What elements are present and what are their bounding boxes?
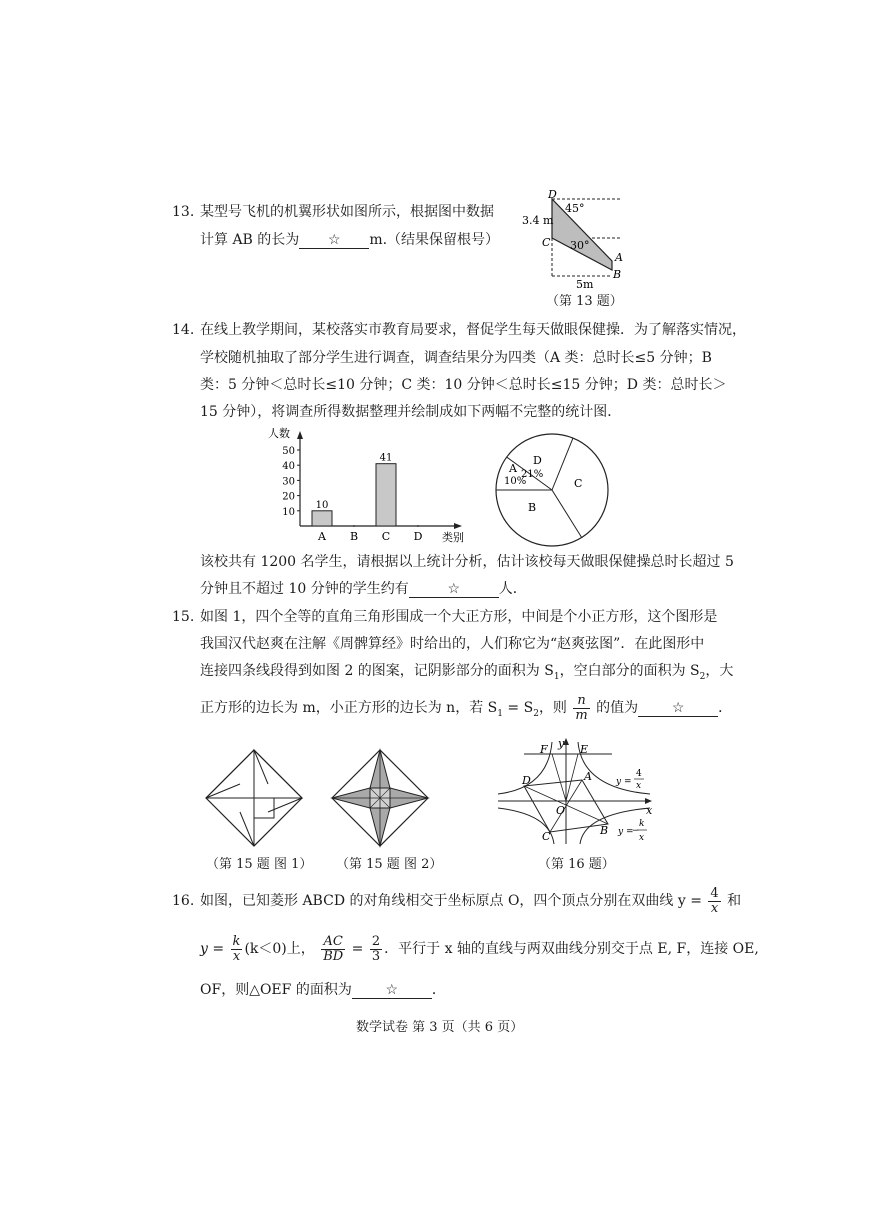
q14-number: 14. [172, 322, 195, 338]
pie-label-c: C [574, 477, 583, 490]
q13-label-a: A [615, 251, 623, 264]
q15-answer-blank[interactable]: ☆ [638, 700, 718, 717]
q14-line4: 15 分钟），将调查所得数据整理并绘制成如下两幅不完整的统计图． [200, 404, 622, 420]
q15-figure2 [330, 748, 430, 848]
q15-line4-sub1: 1 [497, 708, 503, 719]
q15-line3-a: 连接四条线段得到如图 2 的图案，记阴影部分的面积为 S [200, 663, 554, 679]
q13-label-d: D [548, 188, 557, 201]
q15-line4-sub2: 2 [533, 708, 539, 719]
bar-chart-y-arrow [297, 431, 303, 439]
pie-value-a: 10% [504, 476, 527, 487]
pie-label-d: D [533, 454, 542, 467]
q13-wing-figure [510, 186, 640, 291]
q16-frac1 [708, 887, 720, 916]
q15-figure1 [204, 748, 304, 848]
q16-curve1-num: 4 [636, 769, 642, 779]
q15-line3-b: ，空白部分的面积为 S [559, 663, 700, 679]
q16-curve2-den: x [639, 833, 645, 843]
q14-bar-chart [262, 425, 472, 547]
q16-curve1-y: y = [616, 777, 632, 787]
q15-line3-c: ，大 [705, 663, 734, 679]
q16-line1-pre: 如图，已知菱形 ABCD 的对角线相交于坐标原点 O，四个顶点分别在双曲线 y = [200, 893, 702, 909]
q16-curve2-y: y = [618, 827, 634, 837]
q16-label-e: E [580, 743, 589, 756]
q13-line2-post: m.（结果保留根号） [369, 232, 500, 248]
bar-y-tick-label: 30 [282, 476, 295, 488]
q16-line2-a: y = [200, 941, 225, 957]
q16-number: 16. [172, 893, 195, 909]
q15-line1: 如图 1，四个全等的直角三角形围成一个大正方形，中间是个小正方形，这个图形是 [200, 609, 718, 625]
q13-label-b: B [613, 268, 622, 281]
q14-answer-blank[interactable]: ☆ [409, 581, 499, 598]
bar-category-A: A [318, 530, 326, 543]
q16-curve2-sign: − [632, 826, 640, 836]
q16-frac1-num: 4 [710, 885, 719, 901]
q16-line2-d: ．平行于 x 轴的直线与两双曲线分别交于点 E, F，连接 OE, [384, 941, 759, 957]
q15-frac-den: m [575, 707, 588, 723]
q16-frac3 [321, 935, 345, 964]
q16-frac4-den: 3 [371, 948, 381, 964]
q13-line2-pre: 计算 AB 的长为 [200, 232, 300, 248]
q16-curve1-den: x [636, 781, 642, 791]
q13-line2 [200, 230, 499, 250]
bar-empty-mark-D [417, 525, 419, 527]
q15-caption2: （第 15 题 图 2） [336, 857, 443, 872]
pie-value-d: 21% [521, 469, 544, 480]
bar-chart-xlabel: 类别 [442, 531, 464, 544]
bar-data-label-A: 10 [315, 499, 329, 511]
bar-A [312, 511, 332, 526]
q16-label-y: y [558, 737, 565, 750]
q16-line2 [200, 932, 759, 966]
q16-figure [494, 736, 660, 846]
q16-line2-c: = [347, 941, 364, 957]
q16-frac1-den: x [710, 900, 719, 916]
q14-line3: 类：5 分钟＜总时长≤10 分钟；C 类：10 分钟＜总时长≤15 分钟；D 类：总时长＞ [200, 377, 727, 393]
q15-line3-sub1: 1 [553, 671, 560, 682]
q16-frac2 [231, 935, 243, 964]
q15-caption1: （第 15 题 图 1） [206, 857, 313, 872]
q13-angle-top: 45° [565, 202, 585, 215]
q13-number: 13. [172, 204, 195, 220]
q16-label-x: x [646, 804, 653, 817]
q13-caption: （第 13 题） [546, 294, 623, 309]
q16-frac3-den: BD [323, 948, 344, 964]
bar-y-tick-label: 10 [282, 506, 295, 518]
q16-frac2-num: k [232, 933, 241, 949]
q16-frac4-num: 2 [371, 933, 381, 949]
q15-number: 15. [172, 609, 195, 625]
q13-answer-blank[interactable]: ☆ [299, 232, 369, 249]
q16-line1-post: 和 [727, 893, 742, 909]
q13-height-label: 3.4 m [522, 214, 554, 227]
page-footer: 数学试卷 第 3 页（共 6 页） [356, 1020, 524, 1035]
q14-after-line2 [200, 579, 527, 599]
q15-line4-a: 正方形的边长为 m，小正方形的边长为 n，若 S [200, 700, 498, 716]
bar-category-D: D [413, 530, 423, 543]
q15-line4-d: 的值为 [596, 700, 639, 716]
q16-label-f: F [540, 743, 548, 756]
q13-angle-mid: 30° [570, 239, 590, 252]
q15-line3 [200, 661, 733, 687]
q16-label-d: D [522, 774, 531, 787]
q14-line1: 在线上教学期间，某校落实市教育局要求，督促学生每天做眼保健操．为了解落实情况， [200, 322, 746, 338]
q16-frac2-den: x [232, 948, 241, 964]
bar-y-tick-label: 20 [282, 491, 295, 503]
bar-category-B: B [349, 530, 359, 543]
bar-y-tick-label: 50 [282, 446, 295, 457]
q16-line-oe [566, 754, 578, 801]
q16-line3-post: ． [431, 982, 446, 998]
bar-empty-mark-B [353, 525, 355, 527]
q14-pie-chart [490, 425, 620, 555]
q16-line2-b: (k＜0)上， [244, 941, 315, 957]
q16-frac3-num: AC [321, 935, 345, 950]
q14-after2-post: 人． [498, 581, 527, 597]
q15-line4-b: = S [502, 700, 534, 716]
q15-frac-num: n [573, 694, 589, 709]
q15-fraction [573, 694, 589, 723]
q16-caption: （第 16 题） [538, 857, 615, 872]
q16-label-b: B [600, 824, 609, 837]
q14-after-line1: 该校共有 1200 名学生，请根据以上统计分析，估计该校每天做眼保健操总时长超过 5 [200, 554, 734, 570]
bar-y-tick-label: 40 [282, 461, 295, 473]
q16-label-a: A [584, 770, 592, 783]
pie-label-b: B [528, 501, 537, 514]
bar-category-C: C [381, 530, 391, 543]
q14-line2: 学校随机抽取了部分学生进行调查，调查结果分为四类（A 类：总时长≤5 分钟；B [200, 350, 712, 366]
bar-C [376, 464, 396, 526]
q16-label-o: O [556, 804, 566, 817]
q16-line1 [200, 884, 741, 918]
q16-frac4 [370, 935, 382, 964]
q16-curve2-num: k [639, 819, 645, 829]
q15-line3-sub2: 2 [699, 671, 706, 682]
q15-line4-c: ，则 [538, 700, 567, 716]
q16-label-c: C [542, 830, 551, 843]
q15-line2: 我国汉代赵爽在注解《周髀算经》时给出的，人们称它为“赵爽弦图”．在此图形中 [200, 636, 705, 652]
q14-after2-pre: 分钟且不超过 10 分钟的学生约有 [200, 581, 409, 597]
q16-line-of [552, 754, 566, 801]
pie-label-a: A [509, 462, 517, 475]
bar-chart-ylabel: 人数 [268, 427, 290, 440]
q13-width-label: 5m [576, 278, 594, 291]
bar-data-label-C: 41 [379, 452, 393, 464]
q13-label-c: C [542, 236, 551, 249]
q13-line1: 某型号飞机的机翼形状如图所示，根据图中数据 [200, 204, 494, 220]
q15-line4: 正方形的边长为 m，小正方形的边长为 n，若 $S_1 = S_2$，则 $\frac{n}{m}$ 的值为 ☆ ． [200, 692, 733, 723]
q16-answer-blank[interactable]: ☆ [352, 982, 432, 999]
bar-chart-x-arrow [454, 523, 462, 529]
q16-line3-pre: OF，则△OEF 的面积为 [200, 982, 352, 998]
q16-line3 [200, 980, 446, 1000]
